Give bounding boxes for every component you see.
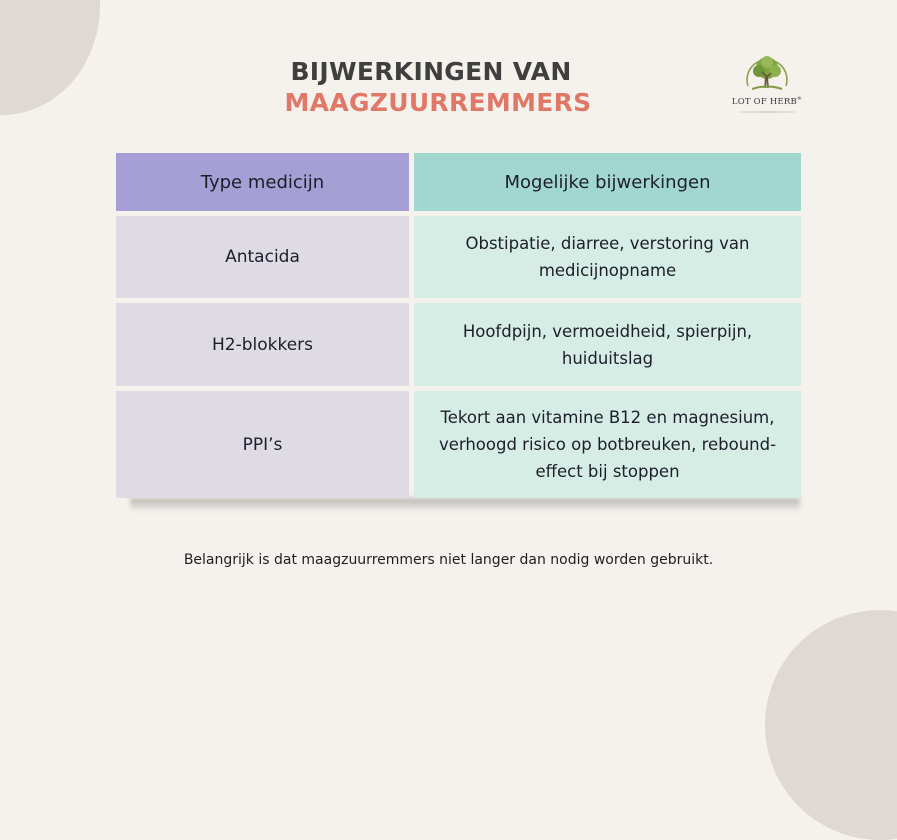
brand-logo	[722, 52, 812, 124]
row-3-type: PPI’s	[116, 391, 409, 498]
brand-name: LOT OF HERB®	[731, 96, 803, 107]
decorative-circle-bottom-right	[765, 610, 897, 840]
header-effects: Mogelijke bijwerkingen	[414, 153, 801, 211]
title-line-1: BIJWERKINGEN VAN	[290, 57, 572, 86]
row-3-effects: Tekort aan vitamine B12 en magnesium, verhoogd risico op botbreuken, rebound-effect bij stoppen	[414, 391, 801, 498]
row-2-type: H2-blokkers	[116, 303, 409, 386]
header-type: Type medicijn	[116, 153, 409, 211]
footnote: Belangrijk is dat maagzuurremmers niet langer dan nodig worden gebruikt.	[183, 552, 714, 568]
row-1-type: Antacida	[116, 216, 409, 298]
title-line-2: MAAGZUURREMMERS	[284, 88, 592, 117]
row-1-effects: Obstipatie, diarree, verstoring van medicijnopname	[414, 216, 801, 298]
tree-icon	[742, 52, 792, 94]
row-2-effects: Hoofdpijn, vermoeidheid, spierpijn, huiduitslag	[414, 303, 801, 386]
table-shadow	[130, 498, 800, 512]
